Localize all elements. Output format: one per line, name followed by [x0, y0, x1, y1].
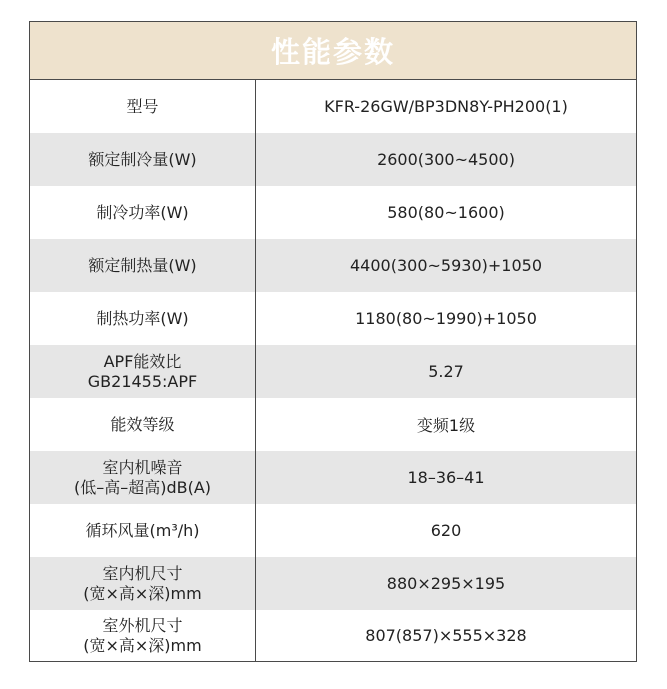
row-label-text: 循环风量(m³/h)	[85, 520, 200, 540]
row-label	[30, 239, 256, 292]
row-label-text: (低–高–超高)dB(A)	[73, 477, 212, 497]
table-row	[30, 451, 636, 504]
row-label	[30, 504, 256, 557]
row-label-text: 制冷功率(W)	[96, 202, 189, 222]
row-label-text: 额定制冷量(W)	[88, 149, 197, 169]
row-label	[30, 451, 256, 504]
row-label-text: 额定制热量(W)	[88, 255, 197, 275]
row-value: 18–36–41	[407, 468, 485, 487]
row-label-text: 制热功率(W)	[96, 308, 189, 328]
row-label-text: 型号	[126, 96, 159, 116]
row-label-text: 室内机尺寸	[102, 563, 183, 583]
row-label	[30, 292, 256, 345]
row-value: 2600(300~4500)	[377, 150, 515, 169]
table-row	[30, 186, 636, 239]
table-row	[30, 345, 636, 398]
row-label	[30, 345, 256, 398]
row-label	[30, 398, 256, 451]
spec-table-body	[30, 80, 636, 661]
row-value: 5.27	[428, 362, 464, 381]
spec-table	[29, 21, 637, 662]
spec-table-title: 性能参数	[270, 35, 395, 69]
row-label-text: 室外机尺寸	[102, 615, 183, 635]
row-label	[30, 557, 256, 610]
spec-table-header	[30, 22, 636, 80]
row-label	[30, 133, 256, 186]
row-label-text: (宽×高×深)mm	[83, 635, 202, 655]
row-value: 变频1级	[416, 416, 476, 435]
row-label	[30, 610, 256, 661]
row-label-text: 能效等级	[110, 414, 175, 434]
table-row	[30, 504, 636, 557]
row-value: 4400(300~5930)+1050	[350, 256, 542, 275]
row-value: 580(80~1600)	[387, 203, 505, 222]
row-label	[30, 80, 256, 133]
table-row	[30, 133, 636, 186]
row-label-text: (宽×高×深)mm	[83, 583, 202, 603]
table-row	[30, 557, 636, 610]
row-label-text: GB21455:APF	[87, 371, 198, 391]
table-row	[30, 292, 636, 345]
row-value: 620	[430, 521, 462, 540]
table-row	[30, 610, 636, 661]
row-value: KFR-26GW/BP3DN8Y-PH200(1)	[324, 97, 568, 116]
table-row	[30, 239, 636, 292]
row-value: 1180(80~1990)+1050	[355, 309, 537, 328]
table-row	[30, 398, 636, 451]
row-value: 807(857)×555×328	[365, 626, 527, 645]
row-label-text: APF能效比	[103, 351, 182, 371]
row-label-text: 室内机噪音	[102, 457, 183, 477]
row-value: 880×295×195	[386, 574, 506, 593]
table-row	[30, 80, 636, 133]
row-label	[30, 186, 256, 239]
